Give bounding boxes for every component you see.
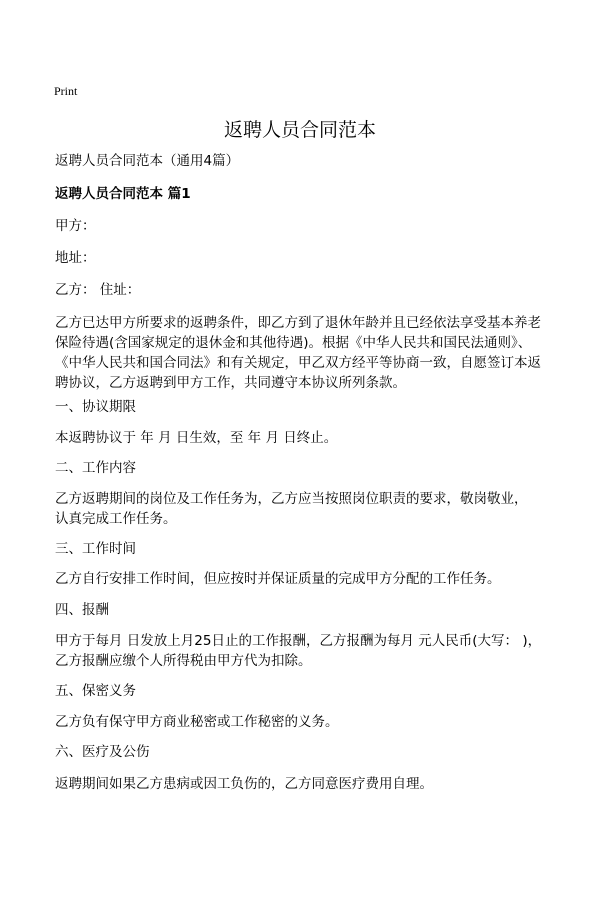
intro-paragraph xyxy=(55,313,555,393)
clause-line: 本返聘协议于 年 月 日生效，至 年 月 日终止。 xyxy=(55,430,338,446)
print-label[interactable]: Print xyxy=(54,84,78,98)
party-b-label: 乙方： 住址： xyxy=(55,282,141,298)
clause-line: 乙方负有保守甲方商业秘密或工作秘密的义务。 xyxy=(55,714,339,730)
clause-body-term xyxy=(55,428,555,448)
clause-heading-work-time: 三、工作时间 xyxy=(55,541,136,557)
clause-body-work-content xyxy=(55,489,555,529)
address-label: 地址： xyxy=(55,250,96,266)
clause-line: 乙方自行安排工作时间，但应按时并保证质量的完成甲方分配的工作任务。 xyxy=(55,571,501,587)
document-subtitle: 返聘人员合同范本（通用4篇） xyxy=(55,153,240,169)
clause-body-medical xyxy=(55,774,555,794)
clause-line: 返聘期间如果乙方患病或因工负伤的，乙方同意医疗费用自理。 xyxy=(55,776,433,792)
clause-line: 乙方报酬应缴个人所得税由甲方代为扣除。 xyxy=(55,653,312,669)
party-a-label: 甲方： xyxy=(55,218,96,234)
clause-body-confidentiality xyxy=(55,712,555,732)
clause-heading-pay: 四、报酬 xyxy=(55,602,109,618)
clause-line: 乙方返聘期间的岗位及工作任务为，乙方应当按照岗位职责的要求，敬岗敬业， xyxy=(55,491,528,507)
intro-line: 聘协议，乙方返聘到甲方工作，共同遵守本协议所列条款。 xyxy=(55,375,406,391)
clause-body-pay xyxy=(55,631,555,671)
clause-line: 甲方于每月 日发放上月25日止的工作报酬，乙方报酬为每月 元人民币(大写： )， xyxy=(55,633,542,649)
clause-heading-medical: 六、医疗及公伤 xyxy=(55,744,150,760)
clause-heading-confidentiality: 五、保密义务 xyxy=(55,683,136,699)
clause-line: 认真完成工作任务。 xyxy=(55,511,177,527)
intro-line: 乙方已达甲方所要求的返聘条件，即乙方到了退休年龄并且已经依法享受基本养老 xyxy=(55,315,541,331)
clause-heading-term: 一、协议期限 xyxy=(55,399,136,415)
clause-heading-work-content: 二、工作内容 xyxy=(55,460,136,476)
intro-line: 《中华人民共和国合同法》和有关规定，甲乙双方经平等协商一致，自愿签订本返 xyxy=(55,355,541,371)
intro-line: 保险待遇(含国家规定的退休金和其他待遇)。根据《中华人民共和国民法通则》、 xyxy=(55,335,532,351)
document-title: 返聘人员合同范本 xyxy=(223,119,376,141)
section-heading: 返聘人员合同范本 篇1 xyxy=(55,186,191,202)
clause-body-work-time xyxy=(55,569,555,589)
